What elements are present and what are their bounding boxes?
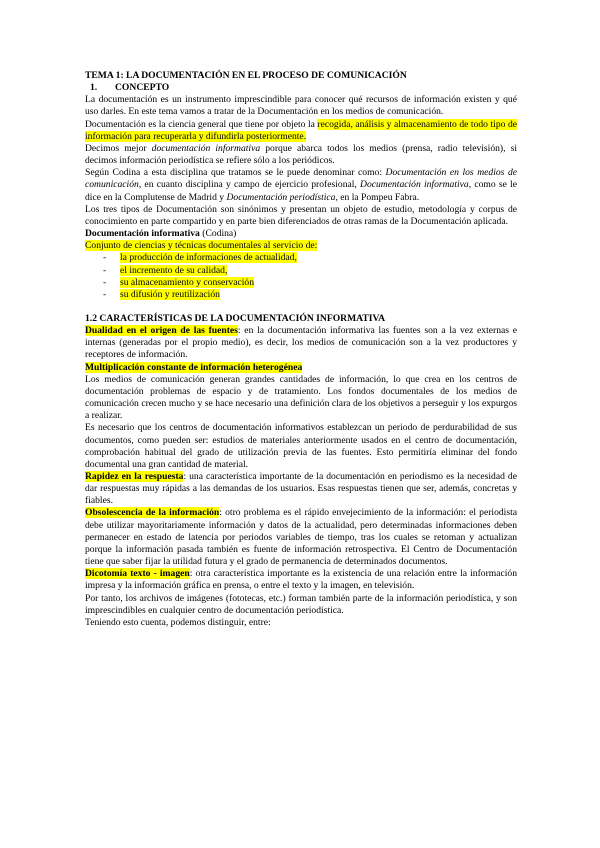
paragraph-conjunto (85, 240, 517, 252)
paragraph-three-types: Los tres tipos de Documentación son sinónimos y presentan un objeto de estudio, metodología y corpus de conocimiento en parte compartido y en parte bien diferenciados de otras ramas de la Documentación aplicada. (85, 203, 517, 227)
feature-label: Dualidad en el origen de las fuentes (85, 325, 238, 337)
section-heading-caracteristicas: 1.2 CARACTERÍSTICAS DE LA DOCUMENTACIÓN INFORMATIVA (85, 312, 386, 324)
text-span: , como se le dice en la Complutense de Madrid y (85, 179, 517, 203)
list-item-text: el incremento de su calidad, (120, 264, 228, 276)
italic-term: Documentación informativa (360, 179, 469, 191)
definition-highlight: recogida, análisis y almacenamiento de todo tipo de información para recuperarla y difundirla posteriormente. (85, 118, 517, 142)
text-span: porque abarca todos los medios (prensa, radio televisión), si decimos información periodística se refiere sólo a los periódicos. (85, 142, 518, 167)
paragraph-multiplicacion-1: Los medios de comunicación generan grandes cantidades de información, lo que crea en los centros de documentación problemas de espacio y de tratamiento. Los fondos documentales de los medios de comunicación crecen mucho y se hace necesario una definición clara de los objetivos a perseguir y los expurgos a realizar. (85, 373, 517, 422)
feature-label: Rapidez en la respuesta (85, 471, 184, 482)
feature-label: Multiplicación constante de información heterogénea (85, 361, 303, 373)
list-item (85, 265, 517, 277)
paragraph-obsolescencia (85, 507, 517, 568)
definition-text: Documentación es la ciencia general que tiene por objeto la (85, 118, 318, 130)
page-title: TEMA 1: LA DOCUMENTACIÓN EN EL PROCESO DE COMUNICACIÓN (85, 70, 407, 81)
section-number: 1. (90, 82, 98, 94)
dash-bullet: - (103, 252, 107, 264)
dash-bullet: - (103, 276, 107, 288)
text-span: Decimos mejor (85, 142, 152, 154)
list-item (85, 289, 517, 301)
text-span: (Codina) (199, 228, 237, 240)
list-item-text: su almacenamiento y conservación (120, 276, 254, 288)
services-list (85, 252, 517, 301)
text-span: : otra característica importante es la existencia de una relación entre la información impresa y la información gráfica en prensa, o entre el texto y la imagen, en televisión. (85, 568, 517, 592)
list-item (85, 252, 517, 264)
paragraph-multiplicacion-2: Es necesario que los centros de documentación informativos establezcan un periodo de perdurabilidad de sus documentos, como pueden ser: estudios de materiales anteriormente usados en el centro de documentación, comprobación habitual del grado de utilización previa de las fuentes. Esto permitiría eliminar del fondo documental una gran cantidad de material. (85, 422, 517, 470)
list-item-text: su difusión y reutilización (120, 288, 220, 300)
paragraph-doc-informativa (85, 228, 517, 240)
paragraph-rapidez (85, 471, 517, 507)
feature-label: Dicotomía texto - imagen (85, 568, 190, 580)
spacer (85, 301, 517, 313)
text-span: Según Codina a esta disciplina que tratamos se le puede denominar como: (85, 167, 386, 179)
paragraph-multiplicacion-label (85, 362, 517, 374)
paragraph-definition (85, 119, 517, 143)
dash-bullet: - (103, 264, 107, 276)
paragraph-informativa (85, 143, 517, 167)
italic-term: documentación informativa (151, 142, 261, 154)
text-span: , en cuanto disciplina y campo de ejercicio profesional, (138, 179, 361, 191)
italic-term: Documentación en los medios de comunicación (85, 167, 517, 191)
dash-bullet: - (103, 288, 107, 300)
list-item-text: la producción de informaciones de actualidad, (120, 252, 297, 264)
paragraph-intro: La documentación es un instrumento imprescindible para conocer qué recursos de información existen y qué uso darles. En este tema vamos a tratar de la Documentación en los medios de comunicación. (85, 94, 517, 118)
list-item (85, 277, 517, 289)
bold-term: Documentación informativa (85, 228, 200, 240)
text-span: : una característica importante de la documentación en periodismo es la necesidad de dar respuestas muy rápidas a las demandas de los usuarios. Esas respuestas tienen que ser, además, concretas y fiables. (85, 471, 517, 507)
paragraph-dualidad (85, 325, 517, 361)
text-span: : en la documentación informativa las fuentes son a la vez externas e internas (generadas por el propio medio), es decir, los medios de comunicación son a la vez productores y receptores de información. (85, 325, 517, 361)
text-span: : otro problema es el rápido envejecimiento de la información: el periodista debe utilizar mayoritariamente información y datos de la actualidad, pero determinadas informaciones deben permanecer en estado de latencia por periodos variables de tiempo, tras los cuales se retoman y actualizan porque la información pasada también es fuente de información retrospectiva. El Centro de Documentación tiene que saber fijar la utilidad futura y el grado de permanencia de determinados documentos. (85, 507, 518, 568)
paragraph-archivos: Por tanto, los archivos de imágenes (fototecas, etc.) forman también parte de la información periodística, y son imprescindibles en cualquier centro de documentación periodística. (85, 592, 517, 616)
paragraph-codina (85, 167, 517, 203)
section-title: CONCEPTO (115, 82, 170, 94)
highlighted-text: Conjunto de ciencias y técnicas documentales al servicio de: (85, 240, 318, 252)
section-heading-concepto (85, 82, 517, 94)
paragraph-distinguir: Teniendo esto cuenta, podemos distinguir, entre: (85, 616, 271, 628)
paragraph-dicotomia (85, 568, 517, 592)
document-body (85, 70, 517, 629)
feature-label: Obsolescencia de la información (85, 507, 220, 519)
text-span: , en la Pompeu Fabra. (335, 191, 420, 203)
italic-term: Documentación periodística (226, 191, 336, 203)
